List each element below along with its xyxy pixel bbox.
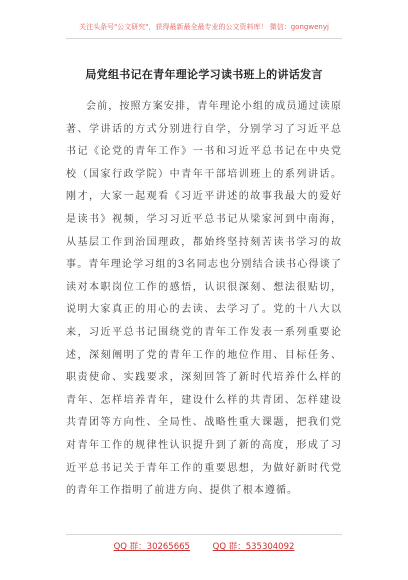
document-title: 局党组书记在青年理论学习读书班上的讲话发言 (85, 68, 323, 81)
footer (0, 540, 408, 552)
body-paragraph: 会前，按照方案安排，青年理论小组的成员通过读原著、学讲话的方式分别进行自学，分别学习了习近平总书记《论党的青年工作》一书和习近平总书记在中央党校（国家行政学院）中青年干部培训班上的系列讲话。刚才，大家一起观看《习近平讲述的故事我最大的爱好是读书》视频，学习习近平总书记从梁家河到中南海，从基层工作到治国理政，都始终坚持刻苦读书学习的故事。青年理论学习组的3名同志也分别结合读书心得谈了读对本职岗位工作的感悟，认识很深刻、想法很贴切，说明大家真正的用心的去读、去学习了。党的十八大以来，习近平总书记围绕党的青年工作发表一系列重要论述，深刻阐明了党的青年工作的地位作用、目标任务、职责使命、实践要求，深刻回答了新时代培养什么样的青年、怎样培养青年，建设什么样的共青团、怎样建设共青团等方向性、全局性、战略性重大课题，把我们党对青年工作的规律性认识提升到了新的高度，形成了习近平总书记关于青年工作的重要思想，为做好新时代党的青年工作指明了前进方向、提供了根本遵循。 (66, 101, 342, 497)
footer-divider (66, 534, 342, 535)
qq-group-2: QQ 群：535304092 (212, 542, 295, 552)
header-banner: 关注头条号"公文研究"，获得最新最全最专业的公文资料库！ 微信：gongwenyj (79, 23, 329, 31)
qq-group-1: QQ 群：30265665 (113, 542, 190, 552)
header-divider (66, 38, 342, 39)
document-body (66, 96, 342, 503)
